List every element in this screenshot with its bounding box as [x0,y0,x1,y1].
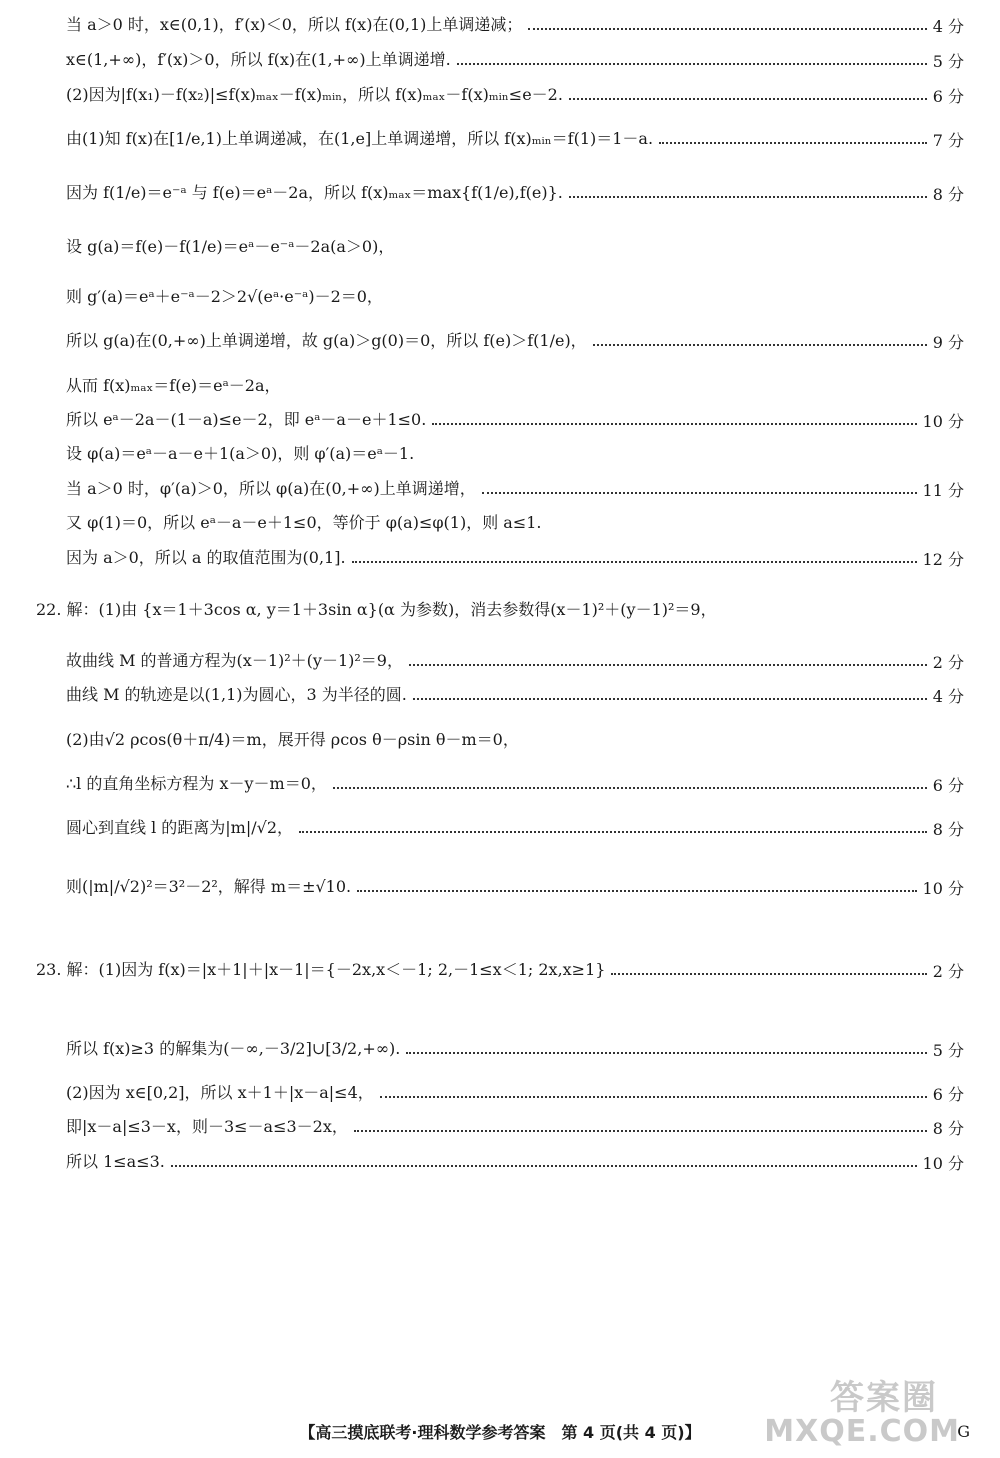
line-text: ∴l 的直角坐标方程为 x－y－m＝0， [66,774,327,793]
answer-line [66,326,964,356]
line-text: 因为 a＞0，所以 a 的取值范围为(0,1]. [66,548,346,567]
score: 9 分 [932,332,964,352]
answer-line [36,955,964,985]
score: 6 分 [932,775,964,795]
score: 8 分 [932,819,964,839]
dot-leader [406,1052,926,1054]
answer-line [66,439,964,469]
line-text: 则 g′(a)＝eᵃ＋e⁻ᵃ－2＞2√(eᵃ·e⁻ᵃ)－2＝0， [66,287,383,306]
answer-line [66,45,964,75]
line-text: x∈(1,+∞)，f′(x)＞0，所以 f(x)在(1,+∞)上单调递增. [66,50,451,69]
dot-leader [357,890,916,892]
dot-leader [432,423,916,425]
dot-leader [171,1165,917,1167]
line-text: (2)由√2 ρcos(θ＋π/4)＝m，展开得 ρcos θ－ρsin θ－m＝0， [66,730,519,749]
answer-line [66,405,964,435]
watermark-url-text: MXQE.COM [764,1414,960,1449]
line-text: 从而 f(x)ₘₐₓ＝f(e)＝eᵃ－2a， [66,376,281,395]
answer-line [66,813,964,843]
dot-leader [299,831,927,833]
score: 6 分 [932,1084,964,1104]
score: 10 分 [922,411,964,431]
dot-leader [413,698,927,700]
score: 5 分 [932,51,964,71]
answer-line [66,232,964,262]
dot-leader [569,196,927,198]
dot-leader [569,98,927,100]
answer-line [66,474,964,504]
dot-leader [333,787,927,789]
answer-line [66,371,964,401]
answer-line [66,80,964,110]
answer-line [66,1112,964,1142]
page-footer: 【高三摸底联考·理科数学参考答案 第 4 页(共 4 页)】 [299,1423,701,1442]
score: 2 分 [932,652,964,672]
line-text: 曲线 M 的轨迹是以(1,1)为圆心，3 为半径的圆. [66,685,407,704]
dot-leader [457,63,927,65]
score: 10 分 [922,1153,964,1173]
answer-line [66,769,964,799]
dot-leader [611,973,926,975]
score: 12 分 [922,549,964,569]
answer-line [66,1034,964,1064]
line-text: 设 g(a)＝f(e)－f(1/e)＝eᵃ－e⁻ᵃ－2a(a＞0)， [66,237,395,256]
line-text: 22. 解：(1)由 {x＝1＋3cos α, y＝1＋3sin α}(α 为参数)，消去参数得(x－1)²＋(y－1)²＝9， [36,600,717,619]
answer-line [66,124,964,154]
score: 11 分 [922,480,964,500]
score: 2 分 [932,961,964,981]
line-text: 则(|m|/√2)²＝3²－2²，解得 m＝±√10. [66,877,352,896]
line-text: 当 a＞0 时，x∈(0,1)，f′(x)＜0，所以 f(x)在(0,1)上单调递减； [66,15,523,34]
line-text: 故曲线 M 的普通方程为(x－1)²＋(y－1)²＝9， [66,651,403,670]
line-text: 设 φ(a)＝eᵃ－a－e＋1(a＞0)，则 φ′(a)＝eᵃ－1. [66,444,415,463]
answer-line [66,680,964,710]
answer-line [66,178,964,208]
answer-line [66,282,964,312]
line-text: 23. 解：(1)因为 f(x)＝|x＋1|＋|x－1|＝{－2x,x＜－1; 2,－1≤x＜1; 2x,x≥1} [36,960,606,979]
watermark-logo-text: 答案圈 [830,1378,938,1418]
score: 4 分 [932,686,964,706]
answer-line [66,872,964,902]
score: 4 分 [932,16,964,36]
line-text: (2)因为 x∈[0,2]，所以 x＋1＋|x－a|≤4， [66,1083,374,1102]
line-text: 由(1)知 f(x)在[1/e,1)上单调递减，在(1,e]上单调递增，所以 f(x)ₘᵢₙ＝f(1)＝1－a. [66,129,654,148]
score: 6 分 [932,86,964,106]
answer-line [66,508,964,538]
line-text: (2)因为|f(x₁)－f(x₂)|≤f(x)ₘₐₓ－f(x)ₘᵢₙ，所以 f(x)ₘₐₓ－f(x)ₘᵢₙ≤e－2. [66,85,563,104]
answer-line [66,646,964,676]
score: 8 分 [932,1118,964,1138]
score: 7 分 [932,130,964,150]
dot-leader [380,1096,927,1098]
line-text: 又 φ(1)＝0，所以 eᵃ－a－e＋1≤0，等价于 φ(a)≤φ(1)，则 a≤1. [66,513,542,532]
answer-line [66,1147,964,1177]
score: 10 分 [922,878,964,898]
dot-leader [354,1130,927,1132]
line-text: 因为 f(1/e)＝e⁻ᵃ 与 f(e)＝eᵃ－2a，所以 f(x)ₘₐₓ＝max{f(1/e),f(e)}. [66,183,563,202]
answer-line [66,10,964,40]
answer-line [66,725,964,755]
line-text: 所以 eᵃ－2a－(1－a)≤e－2，即 eᵃ－a－e＋1≤0. [66,410,427,429]
line-text: 所以 g(a)在(0,+∞)上单调递增，故 g(a)＞g(0)＝0，所以 f(e)＞f(1/e)， [66,331,587,350]
dot-leader [352,561,917,563]
dot-leader [659,142,927,144]
line-text: 所以 1≤a≤3. [66,1152,165,1171]
dot-leader [528,28,926,30]
score: 8 分 [932,184,964,204]
answer-line [36,595,964,625]
line-text: 所以 f(x)≥3 的解集为(－∞,－3/2]∪[3/2,+∞). [66,1039,401,1058]
line-text: 即|x－a|≤3－x，则－3≤－a≤3－2x， [66,1117,348,1136]
score: 5 分 [932,1040,964,1060]
answer-line [66,543,964,573]
page-mark: G [957,1422,970,1441]
dot-leader [482,492,917,494]
dot-leader [593,344,927,346]
answer-line [66,1078,964,1108]
dot-leader [409,664,927,666]
line-text: 当 a＞0 时，φ′(a)＞0，所以 φ(a)在(0,+∞)上单调递增， [66,479,476,498]
line-text: 圆心到直线 l 的距离为|m|/√2， [66,818,294,837]
